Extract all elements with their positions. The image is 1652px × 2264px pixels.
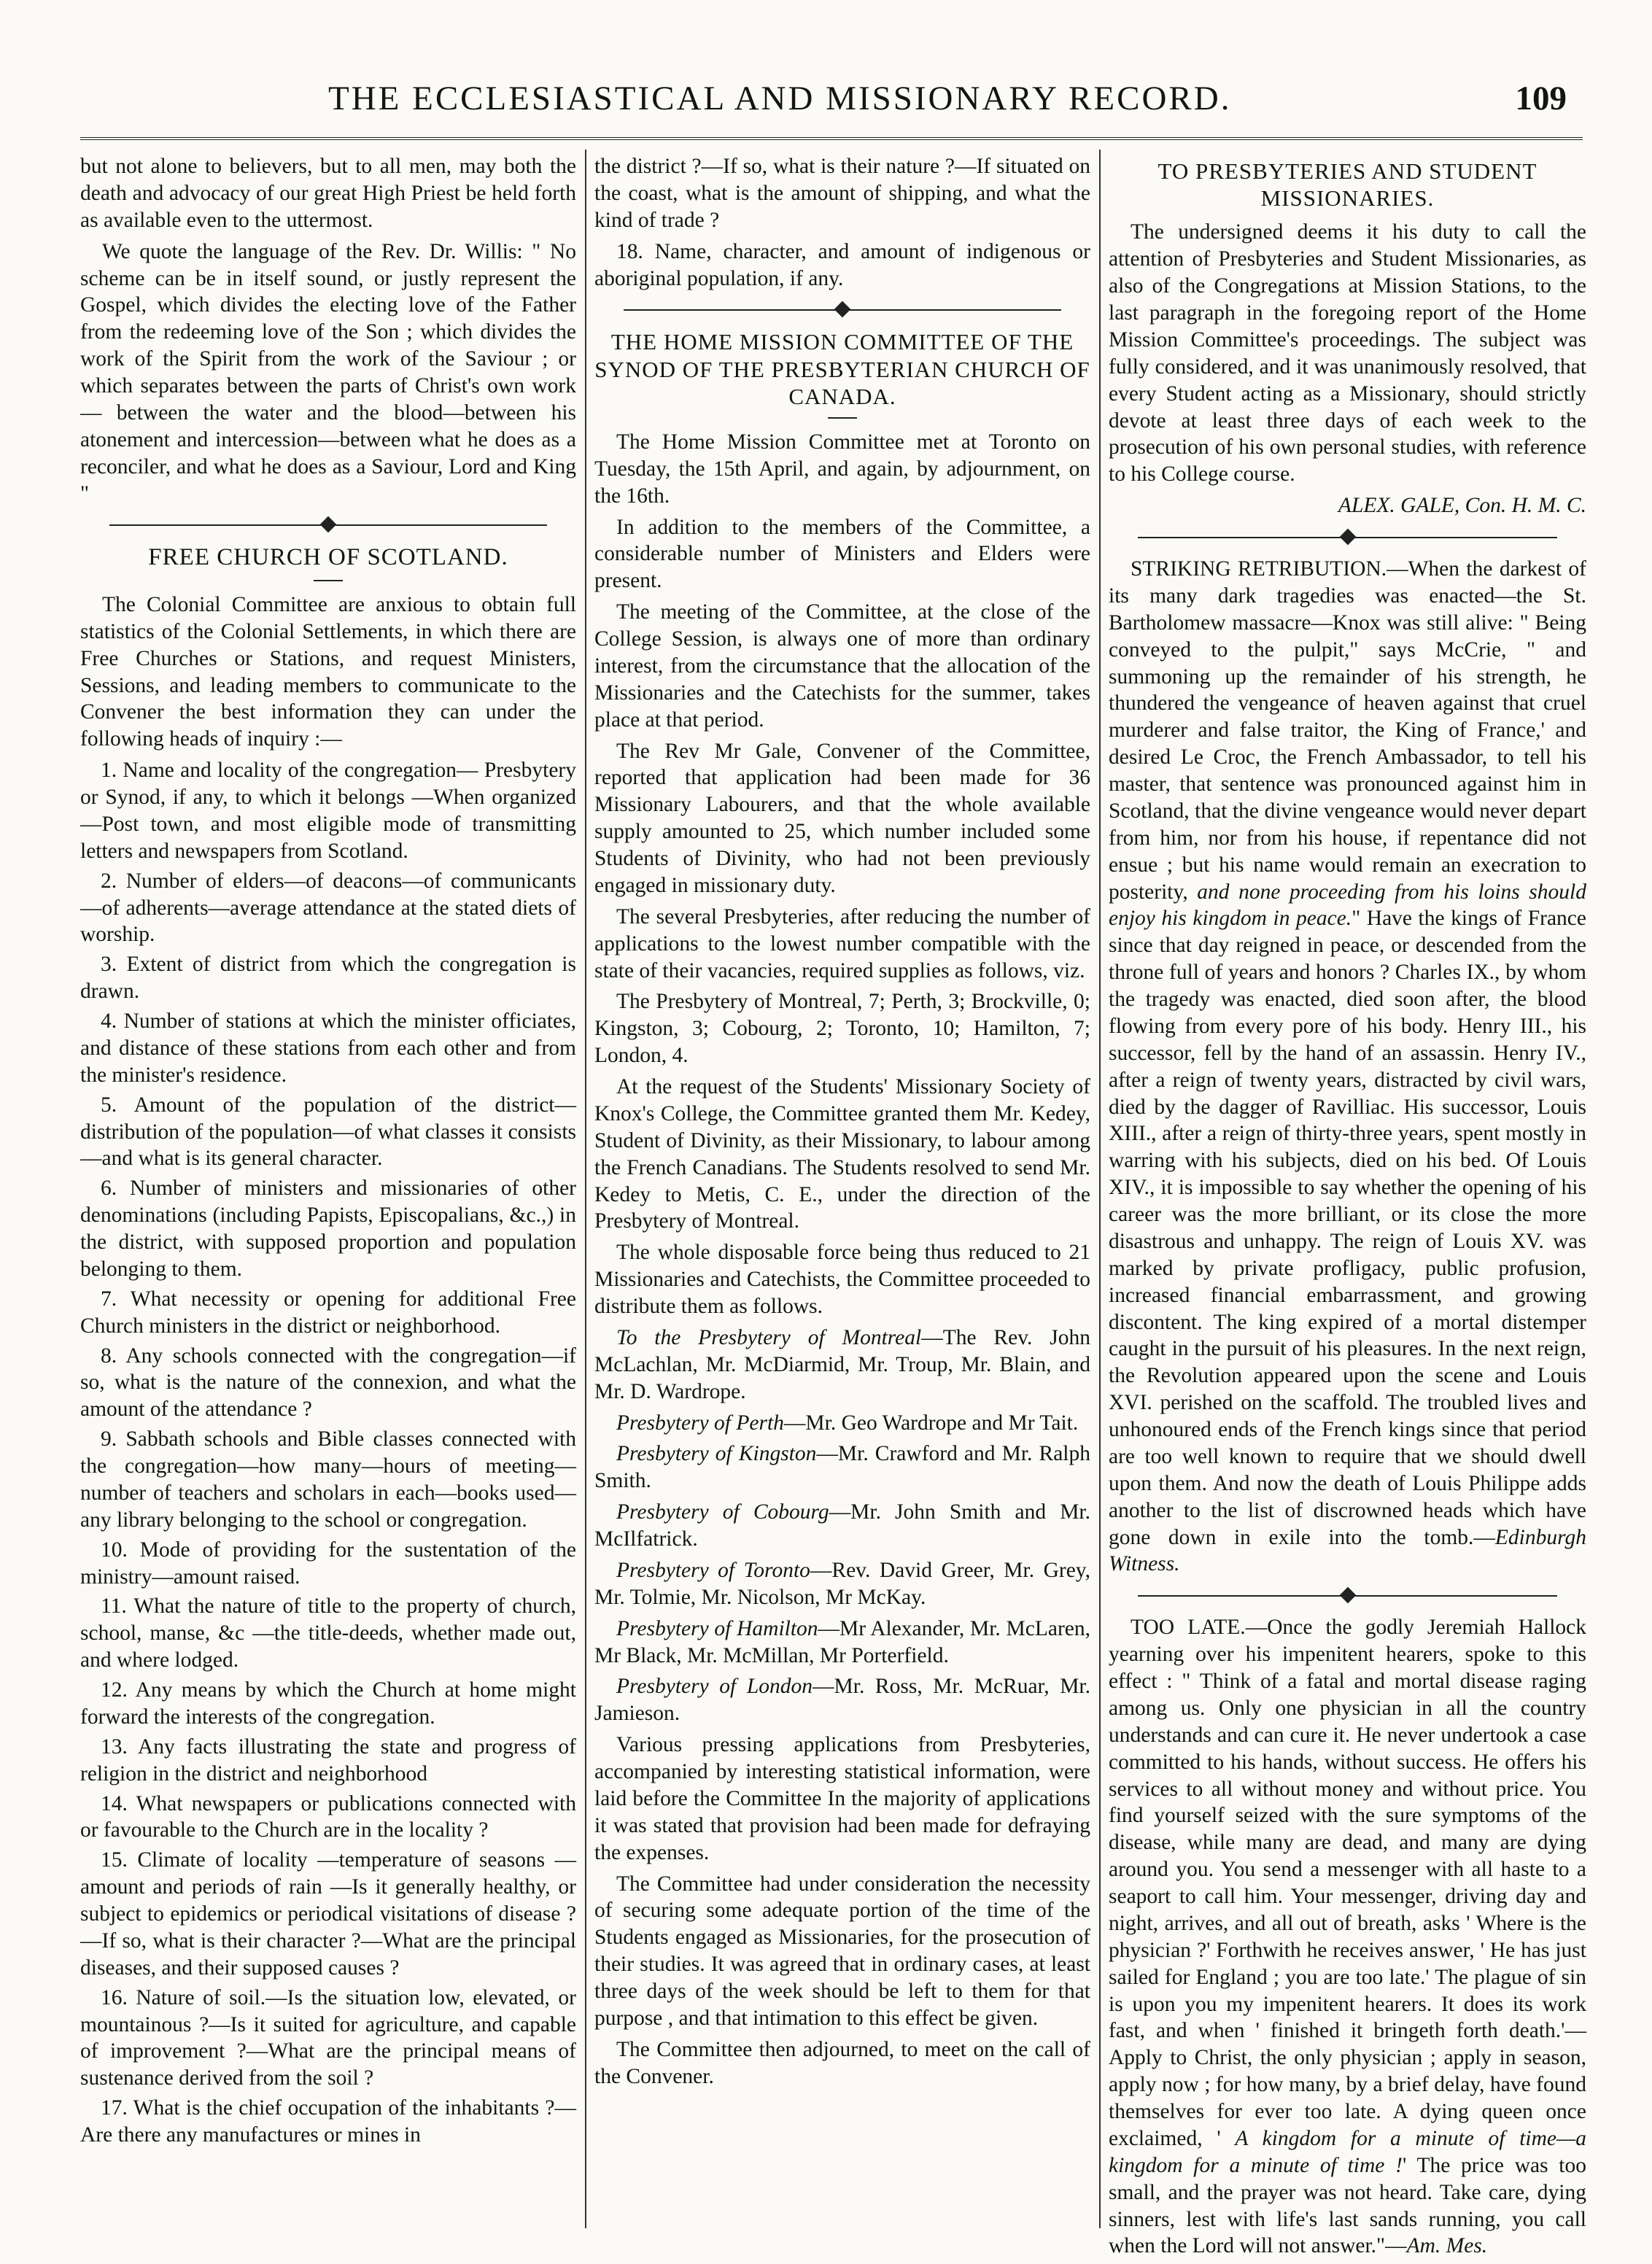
column-2 <box>594 153 1090 2095</box>
inquiry-item: 16. Nature of soil.—Is the situation low, elevated, or mountainous ?—Is it suited for agriculture, and capable of improvement ?—What are the principal means of sustenance derived from the soil ? <box>80 1985 576 2090</box>
article-text: ' The price was too small, and the prayer was not heard. Take care, dying sinners, lest with life's last sands running, you call when the Lord will not answer."— <box>1109 2153 1586 2258</box>
inquiry-item: 13. Any facts illustrating the state and progress of religion in the district and neighborhood <box>80 1734 576 1786</box>
paragraph: 18. Name, character, and amount of indigenous or aboriginal population, if any. <box>594 239 1090 290</box>
header-rule <box>80 137 1583 140</box>
allocation-item <box>594 1499 1090 1553</box>
column-3 <box>1109 153 1586 2264</box>
inquiry-item: 17. What is the chief occupation of the inhabitants ?—Are there any manufactures or mines in <box>80 2096 576 2147</box>
missionary-names: —Mr Alexander, Mr. McLaren, Mr Black, Mr. McMillan, Mr Porterfield. <box>594 1616 1090 1667</box>
allocation-item <box>594 1441 1090 1495</box>
inquiry-item: 9. Sabbath schools and Bible classes connected with the congregation—how many—hours of meeting—number of teachers and scholars in each—books used—any library belonging to the school or congregation. <box>80 1427 576 1532</box>
missionary-names: —Mr. Ross, Mr. McRuar, Mr. Jamieson. <box>594 1675 1090 1726</box>
inquiry-item: 1. Name and locality of the congregation— Presbytery or Synod, if any, to which it belongs —When organized—Post town, and most eligible mode of transmitting letters and newspapers from Scotland. <box>80 759 576 863</box>
missionary-names: —Mr. Crawford and Mr. Ralph Smith. <box>594 1442 1090 1493</box>
section-separator <box>1138 1585 1557 1607</box>
presbytery-name: Presbytery of London <box>616 1675 813 1699</box>
section-heading: TO PRESBYTERIES AND STUDENT MISSIONARIES. <box>1157 158 1537 212</box>
inquiry-item: 7. What necessity or opening for additional Free Church ministers in the district or neighborhood. <box>80 1287 576 1338</box>
paragraph: The whole disposable force being thus reduced to 21 Missionaries and Catechists, the Committee proceeded to distribute them as follows. <box>594 1241 1090 1319</box>
paragraph: but not alone to believers, but to all men, may both the death and advocacy of our great High Priest be held forth as available even to the uttermost. <box>80 155 576 232</box>
article-lead: TOO LATE. <box>1131 1616 1246 1640</box>
inquiry-item: 5. Amount of the population of the district— distribution of the population—of what classes it consists—and what is its general character. <box>80 1093 576 1171</box>
inquiry-item: 2. Number of elders—of deacons—of communicants—of adherents—average attendance at the stated diets of worship. <box>80 869 576 947</box>
paragraph: We quote the language of the Rev. Dr. Willis: " No scheme can be in itself sound, or justly represent the Gospel, which divides the electing love of the Father from the redeeming love of the Son ; which divides the work of the Spirit from the work of the Saviour ; or which separates between the parts of Christ's own work— between the water and the blood—between his atonement and intercession—between what he does as a reconciler, and what he does as a Saviour, Lord and King " <box>80 239 576 505</box>
heading-dash <box>314 580 343 581</box>
inquiry-item: 14. What newspapers or publications connected with or favourable to the Church are in the locality ? <box>80 1791 576 1842</box>
paragraph: The Presbytery of Montreal, 7; Perth, 3; Brockville, 0; Kingston, 3; Cobourg, 2; Toronto, 10; Hamilton, 7; London, 4. <box>594 990 1090 1068</box>
presbytery-name: Presbytery of Cobourg <box>616 1500 829 1524</box>
paragraph: The Committee then adjourned, to meet on the call of the Convener. <box>594 2037 1090 2088</box>
missionary-names: —Rev. David Greer, Mr. Grey, Mr. Tolmie, Mr. Nicolson, Mr McKay. <box>594 1558 1091 1609</box>
presbytery-name: Presbytery of Hamilton <box>616 1616 818 1640</box>
signature <box>1109 492 1586 519</box>
inquiry-item: 3. Extent of district from which the congregation is drawn. <box>80 953 576 1004</box>
article-too-late <box>1109 1614 1586 2260</box>
article-text: " Have the kings of France since that day reigned in peace, or descended from the throne full of years and honors ? Charles IX., by whom the tragedy was enacted, died soon after, the blood flowing from every pore of his body. Henry III., his successor, fell by the hand of an assassin. Henry IV., after a reign of twenty years, distracted by civil wars, died by the dagger of Ravilliac. His successor, Louis XIII., after a reign of thirty-three years, spent mostly in warring with his subjects, died on his bed. Of Louis XIV., it is impossible to say whether the opening of his career was the more brilliant, or its close the more disastrous and unhappy. The reign of Louis XV. was marked by private profligacy, public profusion, increased financial embarrassment, and growing discontent. The king expired of a mortal distemper caught in the pursuit of his pleasures. In the next reign, the Revolution appeared upon the scene and Louis XVI. perished on the scaffold. The troubled lives and unhonoured ends of the French kings since that period are too well known to require that we should dwell upon them. And now the death of Louis Philippe adds another to the list of discrowned heads which have gone down in exile into the tomb.— <box>1109 907 1586 1549</box>
paragraph: The Colonial Committee are anxious to obtain full statistics of the Colonial Settlements, in which there are Free Churches or Stations, and request Ministers, Sessions, and leading members to communicate to the Convener the best information they can under the following heads of inquiry :— <box>80 592 576 751</box>
paragraph: The Home Mission Committee met at Toronto on Tuesday, the 15th April, and again, by adjournment, on the 16th. <box>594 430 1090 508</box>
paragraph: The meeting of the Committee, at the close of the College Session, is always one of more than ordinary interest, from the circumstance that the allocation of the Missionaries and the Catechists for the summer, takes place at that period. <box>594 600 1090 732</box>
column-rule <box>585 150 586 2228</box>
page-number: 109 <box>1515 80 1567 117</box>
paragraph: Various pressing applications from Presbyteries, accompanied by interesting statistical information, were laid before the Committee In the majority of applications it was stated that provision had been made for defraying the expenses. <box>594 1733 1090 1864</box>
presbytery-name: Presbytery of Toronto <box>616 1558 810 1582</box>
paragraph: The undersigned deems it his duty to call the attention of Presbyteries and Student Missionaries, as also of the Congregations at Mission Stations, to the last paragraph in the foregoing report of the Home Mission Committee's proceedings. The subject was fully considered, and it was unanimously resolved, that every Student acting as a Missionary, should strictly devote at least three days of each week to the prosecution of his own personal studies, with reference to his College course. <box>1109 220 1586 486</box>
inquiry-item: 8. Any schools connected with the congregation—if so, what is the nature of the connexion, and what the amount of the attendance ? <box>80 1344 576 1422</box>
running-head <box>80 79 1583 130</box>
article-source: Edinburgh Witness. <box>1109 1525 1586 1576</box>
allocation-item <box>594 1410 1090 1437</box>
inquiry-item: 6. Number of ministers and missionaries of other denominations (including Papists, Episcopalians, &c.,) in the district, with supposed proportion and population belonging to them. <box>80 1176 576 1281</box>
inquiry-item: 12. Any means by which the Church at home might forward the interests of the congregation. <box>80 1678 576 1729</box>
paragraph: The Rev Mr Gale, Convener of the Committee, reported that application had been made for 36 Missionary Labourers, and that the whole available supply amounted to 25, which number included some Students of Divinity, who had not been previously engaged in missionary duty. <box>594 739 1090 897</box>
running-title: THE ECCLESIASTICAL AND MISSIONARY RECORD. <box>328 80 1232 117</box>
paragraph: In addition to the members of the Committee, a considerable number of Ministers and Elders were present. <box>594 515 1090 593</box>
inquiry-item: 11. What the nature of title to the property of church, school, manse, &c —the title-deeds, whether made out, and where lodged. <box>80 1594 576 1672</box>
section-heading: THE HOME MISSION COMMITTEE OF THE SYNOD OF THE PRESBYTERIAN CHURCH OF CANADA. <box>594 329 1090 409</box>
article-italic: A kingdom for a minute of time—a kingdom for a minute of time ! <box>1109 2126 1586 2177</box>
inquiry-item: 10. Mode of providing for the sustentation of the ministry—amount raised. <box>80 1538 576 1589</box>
article-text: —Once the godly Jeremiah Hallock yearning over his impenitent hearers, spoke to this effect : " Think of a fatal and mortal disease raging among us. Only one physician in all the country understands and can cure it. He never undertook a case committed to his hands, without success. He offers his services to all without money and without price. You find yourself seized with the sure symptoms of the disease, while many are dead, and many are dying around you. You send a messenger with all haste to a seaport to call him. Your messenger, driving day and night, arrives, and all out of breath, asks ' Where is the physician ?' Forthwith he receives answer, ' He has just sailed for England ; you are too late.' The plague of sin is upon you my impenitent hearers. It does its work fast, and when ' finished it bringeth forth death.'— Apply to Christ, the only physician ; apply in season, apply now ; for how many, by a brief delay, have found themselves for ever too late. A dying queen once exclaimed, ' <box>1109 1616 1586 2150</box>
section-separator <box>109 514 547 536</box>
signature-text: ALEX. GALE, Con. H. M. C. <box>1338 494 1586 518</box>
missionary-names: —Mr. Geo Wardrope and Mr Tait. <box>783 1411 1079 1435</box>
column-1 <box>80 153 576 2152</box>
paragraph: The Committee had under consideration the necessity of securing some adequate portion of the time of the Students engaged as Missionaries, for the prosecution of their studies. It was agreed that in ordinary cases, at least three days of the week should be left to them for that purpose , and that intimation to this effect be given. <box>594 1872 1090 2030</box>
article-striking-retribution <box>1109 556 1586 1578</box>
allocation-item <box>594 1325 1090 1406</box>
heading-dash <box>828 417 857 419</box>
article-italic: and none proceeding from his loins should enjoy his kingdom in peace. <box>1109 880 1586 931</box>
allocation-item <box>594 1673 1090 1727</box>
allocation-item <box>594 1557 1090 1611</box>
presbytery-name: To the Presbytery of Montreal <box>616 1325 922 1349</box>
article-text: —When the darkest of its many dark tragedies was enacted—the St. Bartholomew massacre—Knox was still alive: " Being conveyed to the pulpit," says McCrie, " and summoning up the remainder of his strength, he thundered the vengeance of heaven against that cruel murderer and false traitor, the King of France,' and desired Le Croc, the French Ambassador, to tell his master, that sentence was pronounced against him in Scotland, that the divine vengeance would never depart from him, nor from his house, if repentance did not ensue ; but his name would remain an execration to posterity, <box>1109 557 1586 904</box>
article-source: Am. Mes. <box>1406 2234 1488 2258</box>
inquiry-item: 15. Climate of locality —temperature of seasons —amount and periods of rain —Is it generally healthy, or subject to epidemics or periodical visitations of disease ?—If so, what is their character ?—What are the principal diseases, and their supposed causes ? <box>80 1848 576 1980</box>
missionary-names: —Mr. John Smith and Mr. McIlfatrick. <box>594 1500 1090 1551</box>
section-separator <box>1138 527 1557 548</box>
column-rule <box>1099 150 1101 2228</box>
allocation-item <box>594 1616 1090 1670</box>
section-separator <box>624 299 1061 321</box>
presbytery-name: Presbytery of Kingston <box>616 1442 817 1466</box>
paragraph: The several Presbyteries, after reducing the number of applications to the lowest number compatible with the state of their vacancies, required supplies as follows, viz. <box>594 904 1090 982</box>
paragraph: At the request of the Students' Missionary Society of Knox's College, the Committee granted them Mr. Kedey, Student of Divinity, as their Missionary, to labour among the French Canadians. The Students resolved to send Mr. Kedey to Metis, C. E., under the direction of the Presbytery of Montreal. <box>594 1075 1090 1233</box>
section-heading: FREE CHURCH OF SCOTLAND. <box>148 544 508 571</box>
inquiry-item: 4. Number of stations at which the minister officiates, and distance of these stations from each other and from the minister's residence. <box>80 1009 576 1087</box>
paragraph: the district ?—If so, what is their nature ?—If situated on the coast, what is the amount of shipping, and what the kind of trade ? <box>594 155 1090 232</box>
article-lead: STRIKING RETRIBUTION. <box>1131 557 1387 581</box>
missionary-names: —The Rev. John McLachlan, Mr. McDiarmid, Mr. Troup, Mr. Blain, and Mr. D. Wardrope. <box>594 1325 1090 1403</box>
presbytery-name: Presbytery of Perth <box>616 1411 784 1435</box>
